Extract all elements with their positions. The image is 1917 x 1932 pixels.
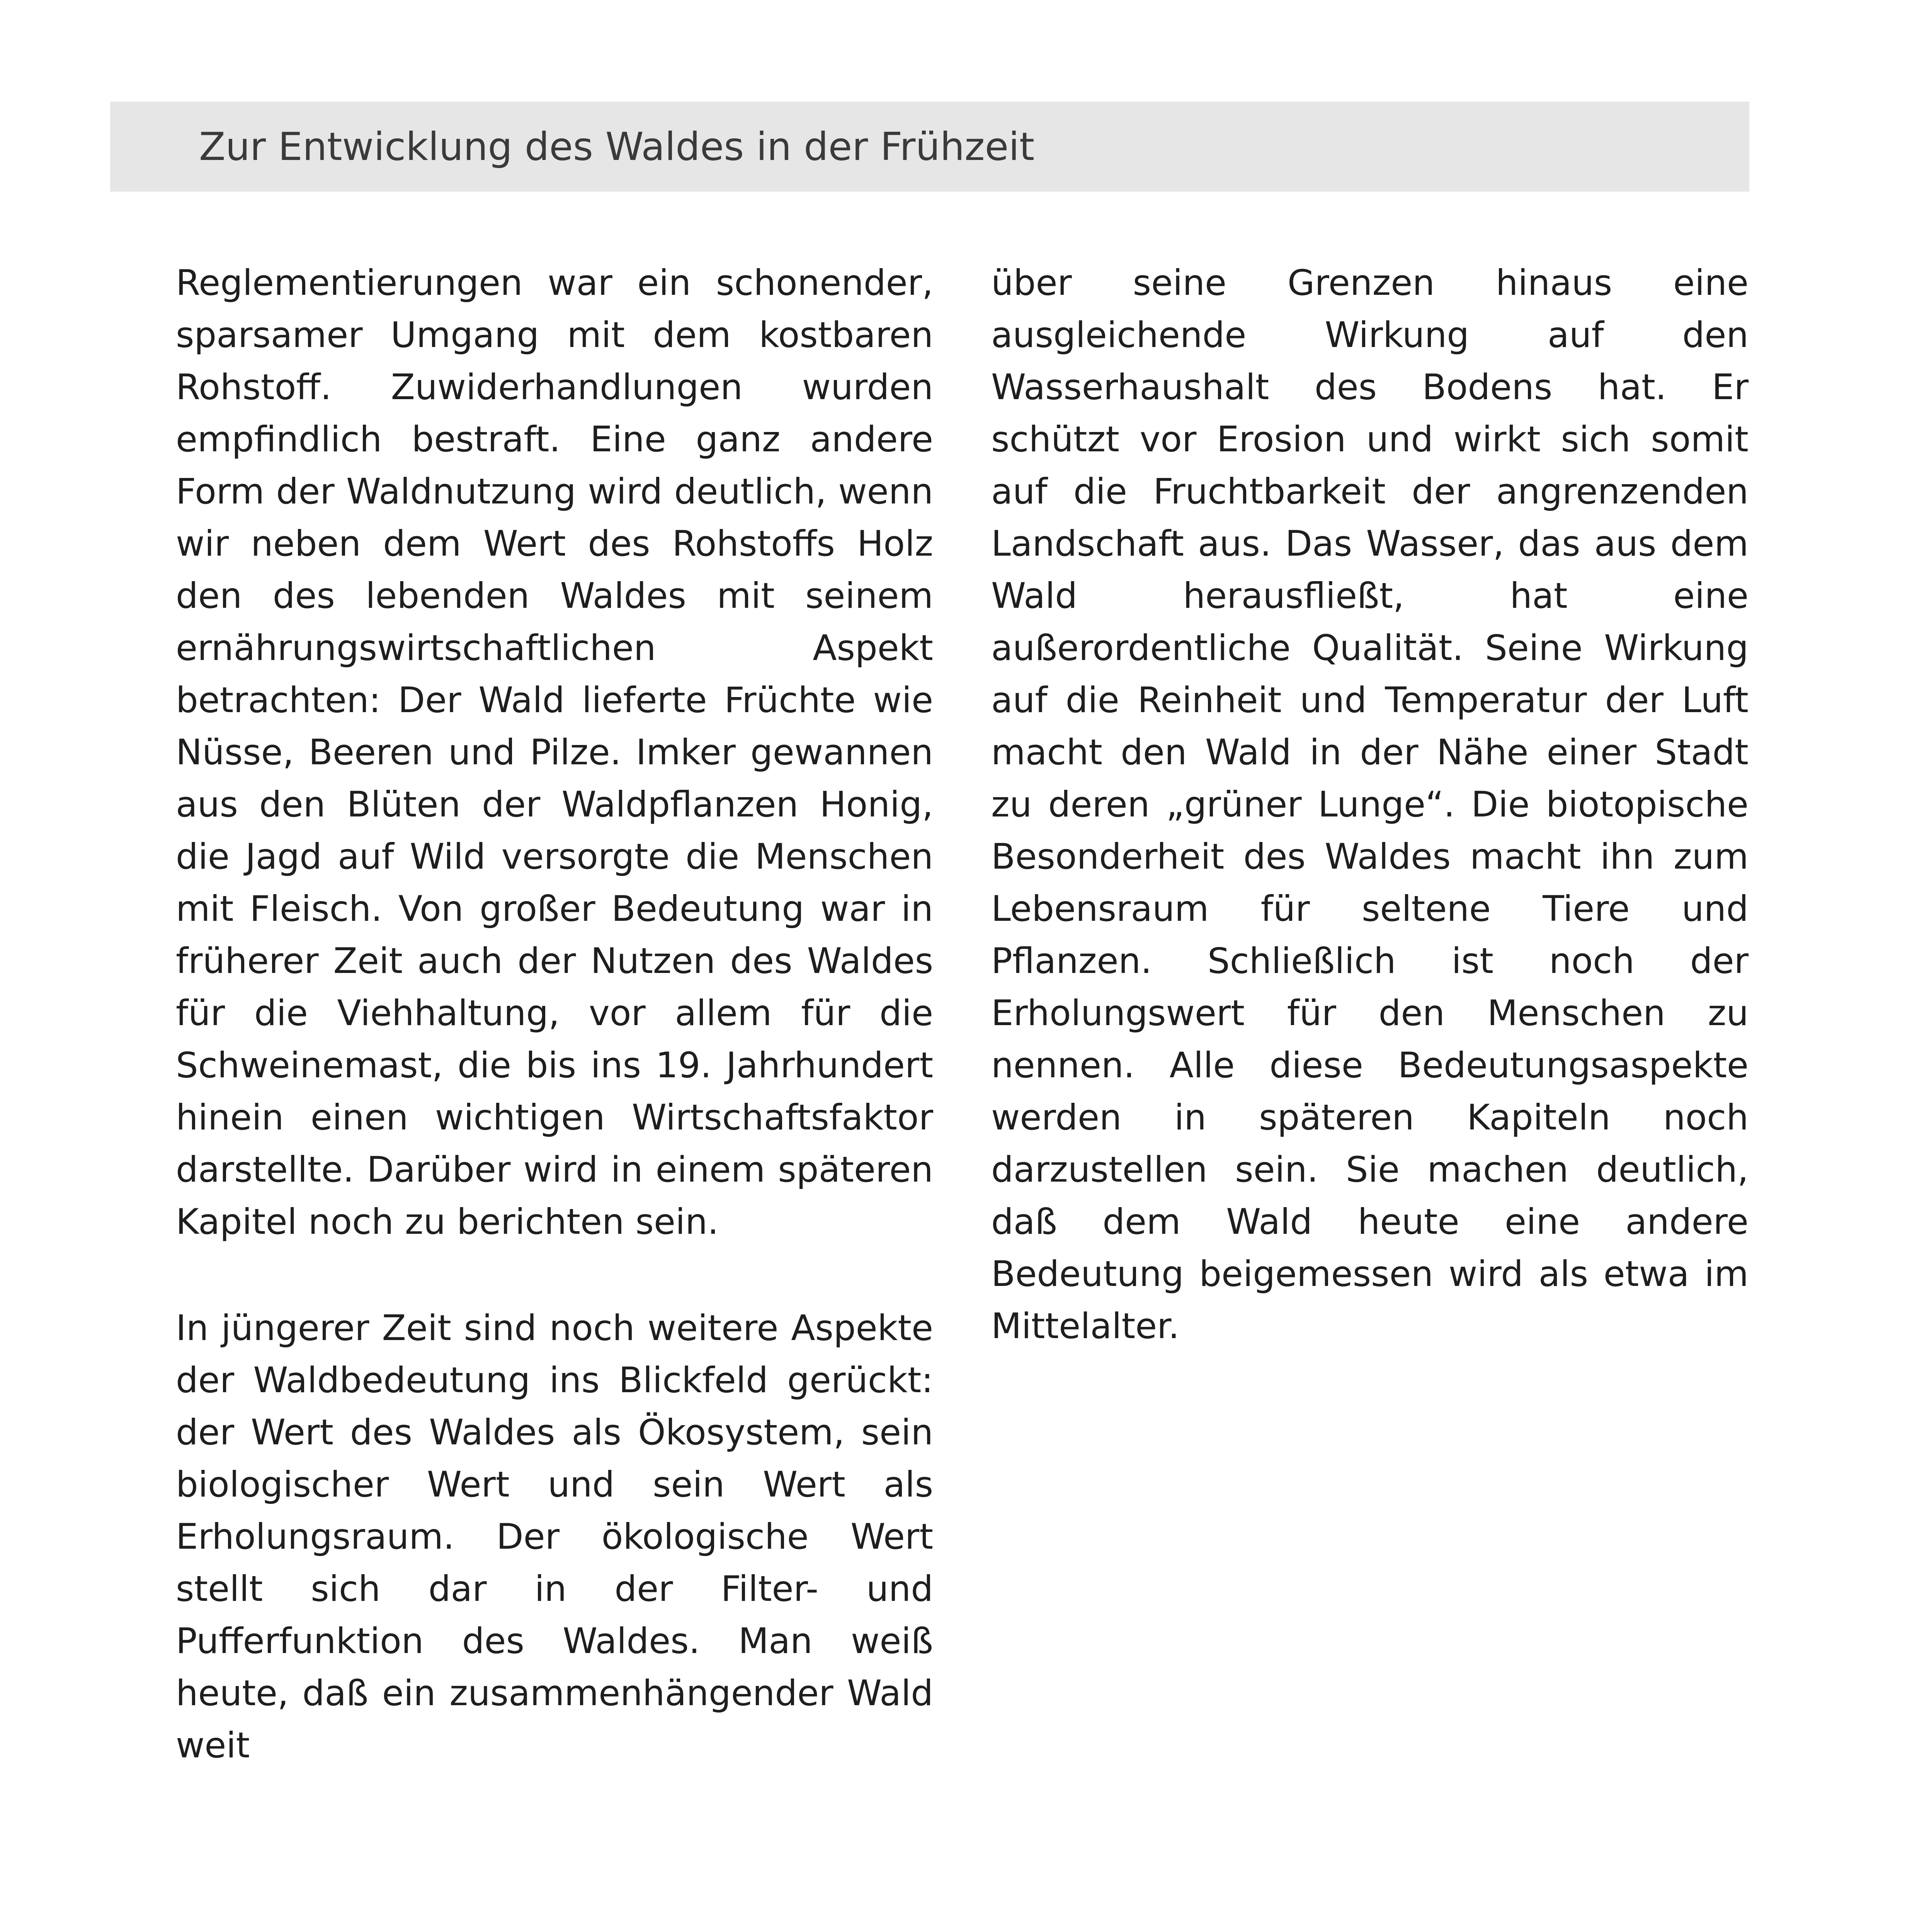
left-column	[176, 257, 933, 1772]
running-header-title: Zur Entwicklung des Waldes in der Frühzeit	[199, 124, 1035, 169]
paragraph: über seine Grenzen hinaus eine ausgleichende Wirkung auf den Wasserhaushalt des Bodens hat. Er schützt vor Erosion und wirkt sich somit auf die Fruchtbarkeit der angrenzenden Landschaft aus. Das Wasser, das aus dem Wald herausfließt, hat eine außerordentliche Qualität. Seine Wirkung auf die Reinheit und Temperatur der Luft macht den Wald in der Nähe einer Stadt zu deren „grüner Lunge“. Die biotopische Besonderheit des Waldes macht ihn zum Lebensraum für seltene Tiere und Pflanzen. Schließlich ist noch der Erholungswert für den Menschen zu nennen. Alle diese Bedeutungsaspekte werden in späteren Kapiteln noch darzustellen sein. Sie machen deutlich, daß dem Wald heute eine andere Bedeutung beigemessen wird als etwa im Mittelalter.	[991, 263, 1749, 1347]
right-column	[991, 257, 1749, 1352]
paragraph: In jüngerer Zeit sind noch weitere Aspekte der Waldbedeutung ins Blickfeld gerückt: der Wert des Waldes als Ökosystem, sein biologischer Wert und sein Wert als Erholungsraum. Der ökologische Wert stellt sich dar in der Filter- und Pufferfunktion des Waldes. Man weiß heute, daß ein zusammenhängender Wald weit	[176, 1308, 933, 1766]
paragraph: Reglementierungen war ein schonender, sparsamer Umgang mit dem kostbaren Rohstoff. Zuwiderhandlungen wurden empfindlich bestraft. Eine ganz andere Form der Waldnutzung wird deutlich, wenn wir neben dem Wert des Rohstoffs Holz den des lebenden Waldes mit seinem ernährungswirtschaftlichen Aspekt betrachten: Der Wald lieferte Früchte wie Nüsse, Beeren und Pilze. Imker gewannen aus den Blüten der Waldpflanzen Honig, die Jagd auf Wild versorgte die Menschen mit Fleisch. Von großer Bedeutung war in früherer Zeit auch der Nutzen des Waldes für die Viehhaltung, vor allem für die Schweinemast, die bis ins 19. Jahrhundert hinein einen wichtigen Wirtschaftsfaktor darstellte. Darüber wird in einem späteren Kapitel noch zu berichten sein.	[176, 263, 933, 1242]
running-header	[110, 102, 1749, 192]
